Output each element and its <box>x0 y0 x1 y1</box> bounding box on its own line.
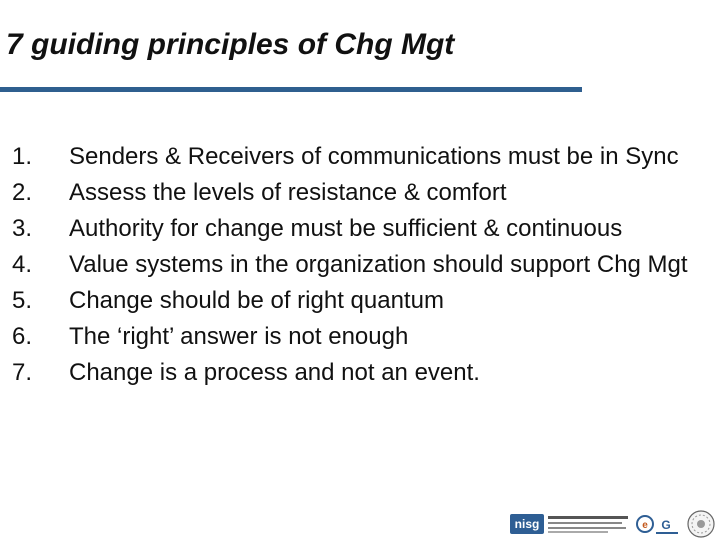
list-item-number: 3. <box>12 215 33 242</box>
list-item <box>12 250 702 280</box>
list-item-text: Senders & Receivers of communications must be in Sync <box>69 143 679 170</box>
list-item-number: 7. <box>12 359 33 386</box>
list-item-number: 6. <box>12 323 33 350</box>
nisg-logo-label: nisg <box>514 517 540 531</box>
list-item-number: 2. <box>12 179 33 206</box>
egov-logo-icon <box>636 512 680 536</box>
list-item <box>12 322 702 352</box>
svg-text:G: G <box>661 518 671 532</box>
list-item-number: 5. <box>12 287 33 314</box>
list-item-text: Value systems in the organization should support Chg Mgt <box>69 251 688 278</box>
list-item <box>12 358 702 388</box>
list-item <box>12 142 702 172</box>
seal-logo-icon <box>686 509 716 539</box>
list-item-text: Assess the levels of resistance & comfort <box>69 179 507 206</box>
list-item-text: Authority for change must be sufficient & continuous <box>69 215 623 242</box>
list-item <box>12 178 702 208</box>
list-item <box>12 214 702 244</box>
list-item <box>12 286 702 316</box>
list-item-text: The ‘right’ answer is not enough <box>69 323 409 350</box>
principles-list <box>12 142 702 388</box>
list-item-text: Change is a process and not an event. <box>69 359 480 386</box>
title-underline <box>0 87 582 92</box>
list-item-number: 1. <box>12 143 33 170</box>
footer-logos <box>510 510 716 538</box>
svg-text:e: e <box>642 520 648 531</box>
slide-title: 7 guiding principles of Chg Mgt <box>6 28 455 61</box>
list-item-text: Change should be of right quantum <box>69 287 444 314</box>
list-item-number: 4. <box>12 251 33 278</box>
nisg-logo-icon <box>510 513 630 535</box>
